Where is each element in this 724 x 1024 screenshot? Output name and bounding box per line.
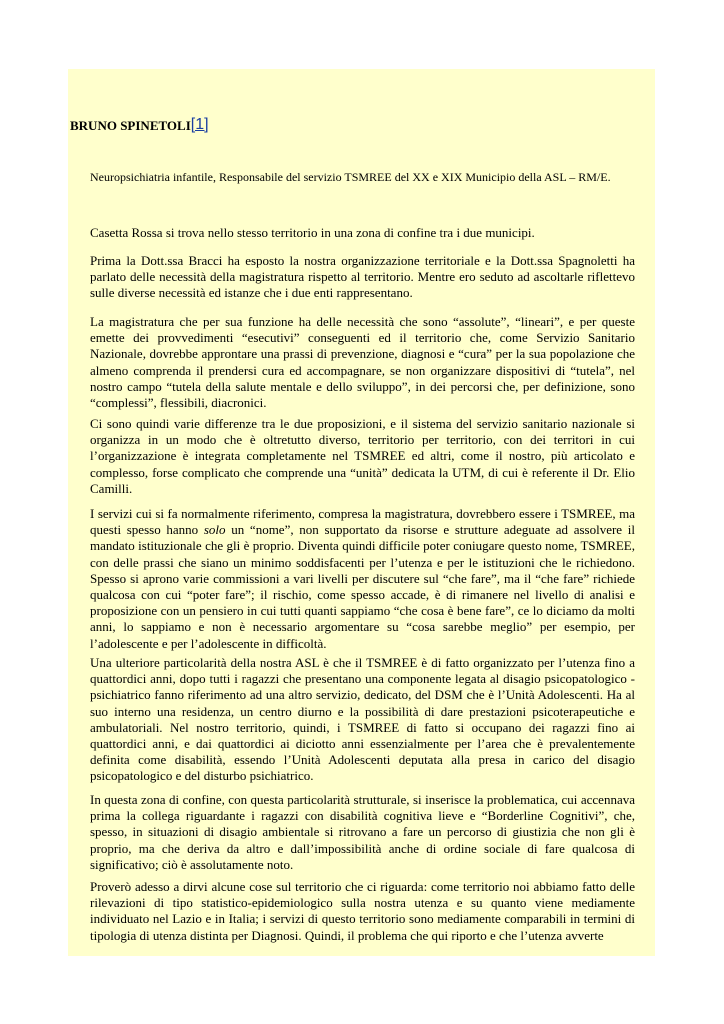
footnote-link[interactable]: [1] (190, 116, 209, 133)
paragraph-3: La magistratura che per sua funzione ha delle necessità che sono “assolute”, “lineari”, e per queste emette dei provvedimenti “esecutivi” conseguenti ed il territorio che, come Servizio Sanitario Nazionale, dovrebbe approntare una prassi di prevenzione, diagnosi e “cura” per la sua popolazione che almeno comprenda il prendersi cura ed accompagnare, se non organizzare dispositivi di “tutela”, nel nostro campo “tutela della salute mentale e dello sviluppo”, in dei percorsi che, per definizione, sono “complessi”, flessibili, diacronici. (90, 314, 635, 411)
paragraph-7: In questa zona di confine, con questa particolarità strutturale, si inserisce la problematica, cui accennava prima la collega riguardante i ragazzi con disabilità cognitiva lieve e “Borderline Cognitivi”, che, spesso, in situazioni di disagio ambientale si ritrovano a fare un percorso di giustizia che non gli è proprio, ma che deriva da altro e dall’impossibilità anche di ordine sociale di fare qualcosa di significativo; ciò è assolutamente noto. (90, 792, 635, 872)
author-role: Neuropsichiatria infantile, Responsabile del servizio TSMREE del XX e XIX Municipio della ASL – RM/E. (90, 170, 611, 184)
paragraph-5-text-a: I servizi cui si fa normalmente riferimento, compresa la magistratura, dovrebbero essere i TSMREE, ma questi spesso hanno (90, 506, 635, 538)
paragraph-6: Una ulteriore particolarità della nostra ASL è che il TSMREE è di fatto organizzato per l’utenza fino a quattordici anni, dopo tutti i ragazzi che presentano una componente legata al disagio psicopatologico - psichiatrico fanno riferimento ad una altro servizio, dedicato, del DSM che è l’Unità Adolescenti. Ha al suo interno una residenza, un centro diurno e la possibilità di dare prestazioni psicoterapeutiche e ambulatoriali. Nel nostro territorio, quindi, i TSMREE di fatto si occupano dei ragazzi fino ai quattordici anni, e dai quattordici ai diciotto anni essenzialmente per l’area che è prevalentemente definita come disabilità, essendo l’Unità Adolescenti deputata alla presa in carico del disagio psicopatologico e del disturbo psichiatrico. (90, 655, 635, 784)
paragraph-2: Prima la Dott.ssa Bracci ha esposto la nostra organizzazione territoriale e la Dott.ssa Spagnoletti ha parlato delle necessità della magistratura rispetto al territorio. Mentre ero seduto ad ascoltarle riflettevo sulle diverse necessità ed istanze che i due enti rappresentano. (90, 253, 635, 301)
paragraph-5-text-b: un “nome”, non supportato da risorse e strutture adeguate ad assolvere il mandato istituzionale che gli è proprio. Diventa quindi difficile poter coniugare questo nome, TSMREE, con delle prassi che siano un minimo soddisfacenti per l’utenza e per le istituzioni che le richiedono. Spesso si aprono varie commissioni a vari livelli per discutere sul “che fare”, ma il “che fare” richiede qualcosa con cui “poter fare”; il rischio, come spesso accade, è di rimanere nel livello di analisi e proposizione con un pensiero in cui tutti quanti sappiamo “che cosa è bene fare”, ce lo diciamo da molti anni, lo sappiamo e non è necessario argomentare su “cosa sarebbe meglio” per esempio, per l’adolescente e per l’adolescente in difficoltà. (90, 522, 635, 651)
paragraph-5 (90, 506, 635, 652)
paragraph-8: Proverò adesso a dirvi alcune cose sul territorio che ci riguarda: come territorio noi abbiamo fatto delle rilevazioni di tipo statistico-epidemiologico sulla nostra utenza e su quanto viene mediamente individuato nel Lazio e in Italia; i servizi di questo territorio sono mediamente comparabili in termini di tipologia di utenza distinta per Diagnosi. Quindi, il problema che qui riporto e che l’utenza avverte (90, 879, 635, 943)
paragraph-5-emphasis: solo (203, 522, 226, 538)
paragraph-1: Casetta Rossa si trova nello stesso territorio in una zona di confine tra i due municipi. (90, 225, 535, 240)
author-name: BRUNO SPINETOLI (70, 118, 191, 133)
author-heading (70, 116, 209, 134)
paragraph-4: Ci sono quindi varie differenze tra le due proposizioni, e il sistema del servizio sanitario nazionale si organizza in un modo che è oltretutto diverso, territorio per territorio, con dei territori in cui l’organizzazione è integrata completamente nel TSMREE ed altri, come il nostro, più articolato e complesso, forse complicato che comprende una “unità” dedicata la UTM, di cui è referente il Dr. Elio Camilli. (90, 416, 635, 496)
